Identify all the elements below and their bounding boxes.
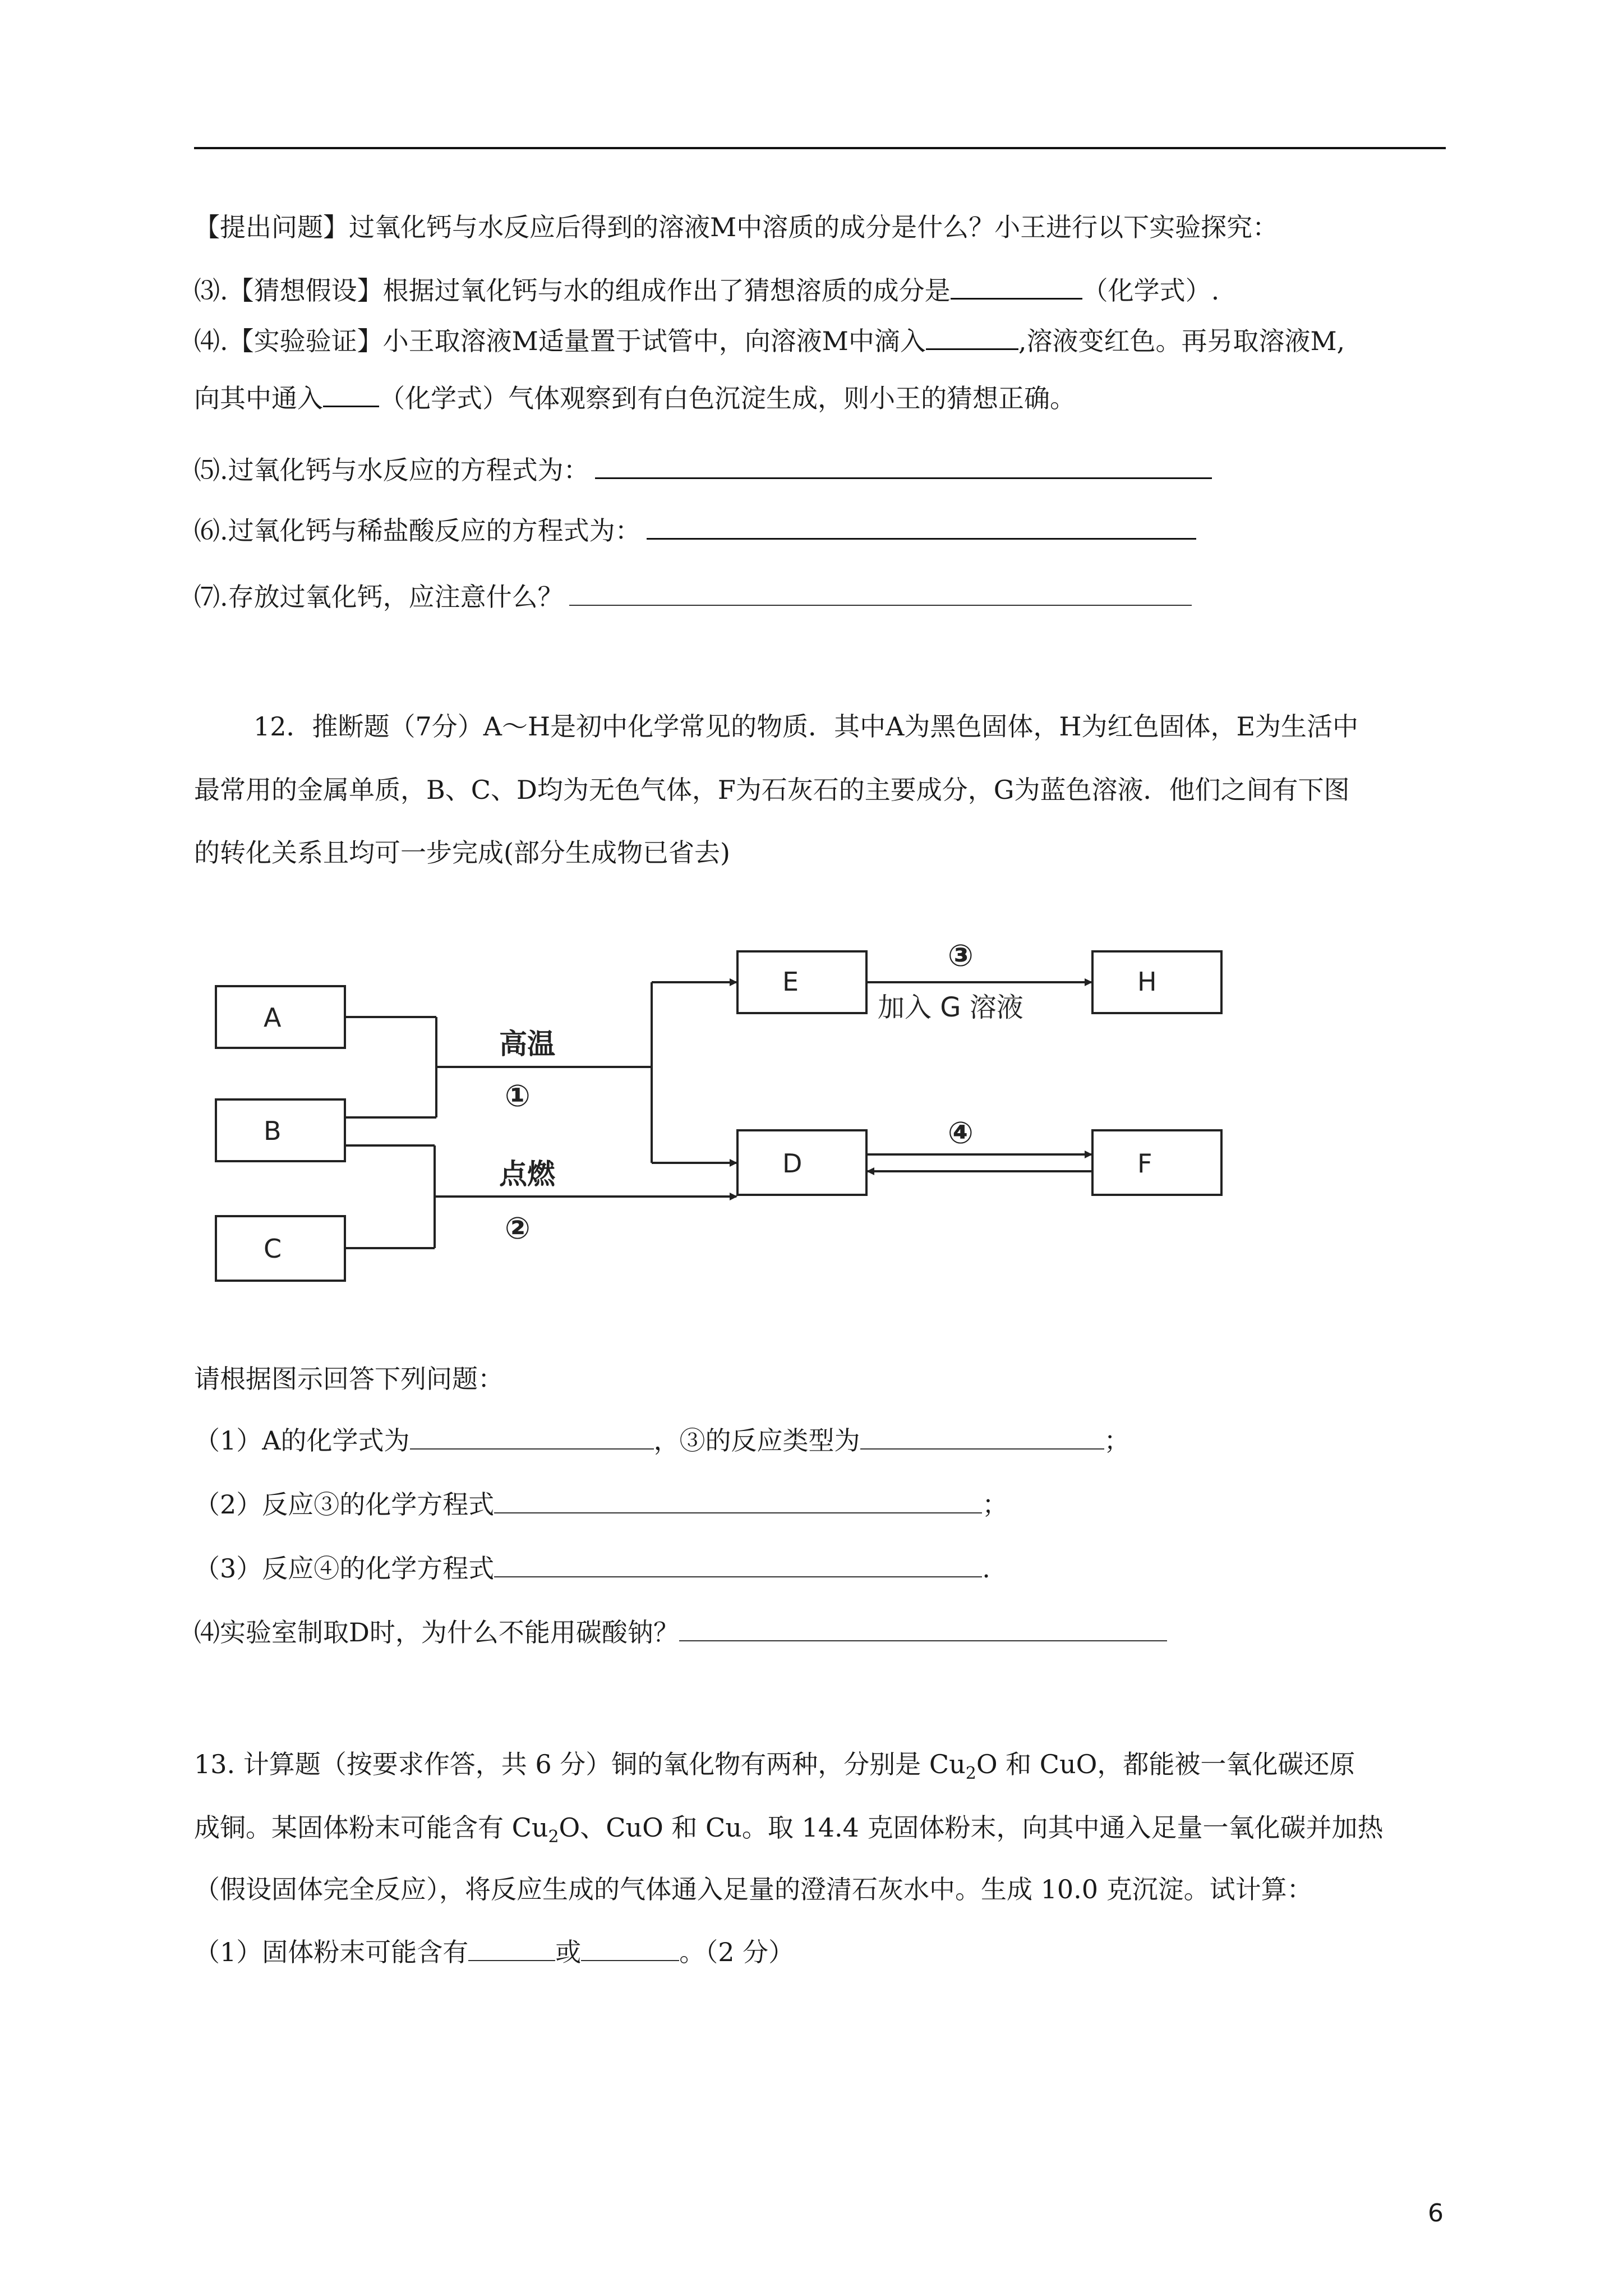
node-b-label: B: [264, 1116, 282, 1146]
q13-line3: [194, 1872, 1313, 1906]
reaction-2-condition: 点燃: [499, 1158, 555, 1190]
q13-sub1-text-b: 或: [555, 1937, 582, 1967]
q12-sub3-text-b: .: [982, 1553, 990, 1584]
q12-sub3: [194, 1552, 990, 1585]
q12-sub1-text-b: ，③的反应类型为: [653, 1425, 860, 1456]
q11-part5: [194, 453, 1212, 487]
q11-part7: [194, 580, 1192, 614]
subscript: 2: [965, 1764, 976, 1784]
answer-blank[interactable]: [410, 1426, 654, 1450]
q11-problem: [194, 210, 1278, 244]
node-h-label: H: [1137, 967, 1157, 997]
q11-part3-text: ⑶.【猜想假设】根据过氧化钙与水的组成作出了猜想溶质的成分是: [194, 275, 951, 306]
q12-intro-3: [194, 836, 730, 869]
q11-part7-text: ⑺.存放过氧化钙，应注意什么？: [194, 582, 564, 612]
q12-sub1: [194, 1424, 1130, 1457]
reaction-diagram: [208, 920, 1239, 1290]
answer-blank[interactable]: [679, 1618, 1167, 1641]
q11-problem-text: 【提出问题】过氧化钙与水反应后得到的溶液M中溶质的成分是什么？小王进行以下实验探究：: [194, 212, 1279, 242]
q11-part3-suffix: （化学式）.: [1082, 275, 1220, 306]
header-rule: [194, 147, 1446, 149]
q13-line1-text-b: O 和 CuO，都能被一氧化碳还原: [976, 1749, 1355, 1779]
q12-intro-2-text: 最常用的金属单质，B、C、D均为无色气体，F为石灰石的主要成分，G为蓝色溶液．他们之间有下图: [194, 775, 1350, 805]
answer-blank[interactable]: [581, 1938, 679, 1961]
q12-prompt: [194, 1362, 504, 1396]
answer-blank[interactable]: [860, 1426, 1104, 1450]
reaction-2-number: ②: [505, 1211, 531, 1246]
reaction-4-number: ④: [948, 1115, 974, 1151]
q13-line2-text-b: O、CuO 和 Cu。取 14.4 克固体粉末，向其中通入足量一氧化碳并加热: [559, 1812, 1384, 1843]
q12-sub2-text: （2）反应③的化学方程式: [194, 1489, 495, 1520]
q13-sub1: [194, 1935, 794, 1969]
q13-line3-text: （假设固体完全反应），将反应生成的气体通入足量的澄清石灰水中。生成 10.0 克沉淀。试计算：: [194, 1874, 1313, 1904]
node-e-label: E: [782, 967, 799, 997]
answer-blank[interactable]: [595, 455, 1212, 479]
q12-sub3-text: （3）反应④的化学方程式: [194, 1553, 495, 1584]
q11-part5-text: ⑸.过氧化钙与水反应的方程式为：: [194, 455, 589, 485]
reaction-1-number: ①: [505, 1078, 531, 1114]
q12-intro-3-text: 的转化关系且均可一步完成(部分生成物已省去): [194, 838, 730, 868]
page-number: 6: [1428, 2199, 1444, 2228]
node-c-label: C: [264, 1234, 282, 1264]
q12-sub1-text: （1）A的化学式为: [194, 1425, 410, 1456]
q11-part4-text-b: ,溶液变红色。再另取溶液M,: [1018, 326, 1345, 356]
node-f-label: F: [1137, 1148, 1152, 1179]
q12-sub1-text-c: ；: [1104, 1425, 1130, 1456]
q12-intro-1: [253, 710, 1358, 743]
answer-blank[interactable]: [468, 1938, 555, 1961]
q11-part4-text: ⑷.【实验验证】小王取溶液M适量置于试管中，向溶液M中滴入: [194, 326, 926, 356]
answer-blank[interactable]: [951, 275, 1082, 300]
q12-sub2-text-b: ；: [982, 1489, 1008, 1520]
q11-part4-line1: [194, 324, 1345, 358]
node-h-box: [1092, 951, 1221, 1013]
q13-sub1-text-c: 。（2 分）: [679, 1937, 795, 1967]
q13-line2: [194, 1811, 1384, 1854]
q13-line1-text: 13. 计算题（按要求作答，共 6 分）铜的氧化物有两种，分别是 Cu: [194, 1749, 966, 1779]
reaction-3-condition: 加入 G 溶液: [878, 992, 1023, 1023]
node-a-label: A: [264, 1002, 282, 1033]
q12-intro-2: [194, 773, 1350, 807]
reaction-3-number: ③: [948, 938, 974, 973]
node-d-label: D: [782, 1148, 803, 1179]
answer-blank[interactable]: [494, 1554, 982, 1577]
node-e-box: [737, 951, 866, 1013]
subscript: 2: [548, 1827, 559, 1847]
q12-sub4-text: ⑷实验室制取D时，为什么不能用碳酸钠？: [194, 1617, 679, 1648]
q11-part4-line2: [194, 381, 1076, 415]
answer-blank[interactable]: [323, 383, 379, 407]
q13-sub1-text: （1）固体粉末可能含有: [194, 1937, 469, 1967]
q12-prompt-text: 请根据图示回答下列问题：: [194, 1364, 504, 1394]
reaction-1-condition: 高温: [499, 1028, 555, 1060]
q13-line2-text: 成铜。某固体粉末可能含有 Cu: [194, 1812, 548, 1843]
answer-blank[interactable]: [926, 326, 1018, 350]
q12-sub4: [194, 1616, 1167, 1649]
q11-part6-text: ⑹.过氧化钙与稀盐酸反应的方程式为：: [194, 516, 641, 546]
q11-part3: [194, 274, 1219, 307]
node-f-box: [1092, 1130, 1221, 1195]
q11-part4-text-d: （化学式）气体观察到有白色沉淀生成，则小王的猜想正确。: [379, 383, 1076, 413]
q11-part4-text-c: 向其中通入: [194, 383, 323, 413]
q11-part6: [194, 514, 1196, 547]
q13-line1: [194, 1747, 1355, 1791]
answer-blank[interactable]: [647, 516, 1196, 540]
answer-blank[interactable]: [494, 1490, 982, 1513]
q12-sub2: [194, 1488, 1008, 1521]
answer-blank[interactable]: [569, 582, 1192, 606]
q12-intro-1-text: 12．推断题（7分）A～H是初中化学常见的物质．其中A为黑色固体，H为红色固体，E为生活中: [253, 711, 1359, 742]
